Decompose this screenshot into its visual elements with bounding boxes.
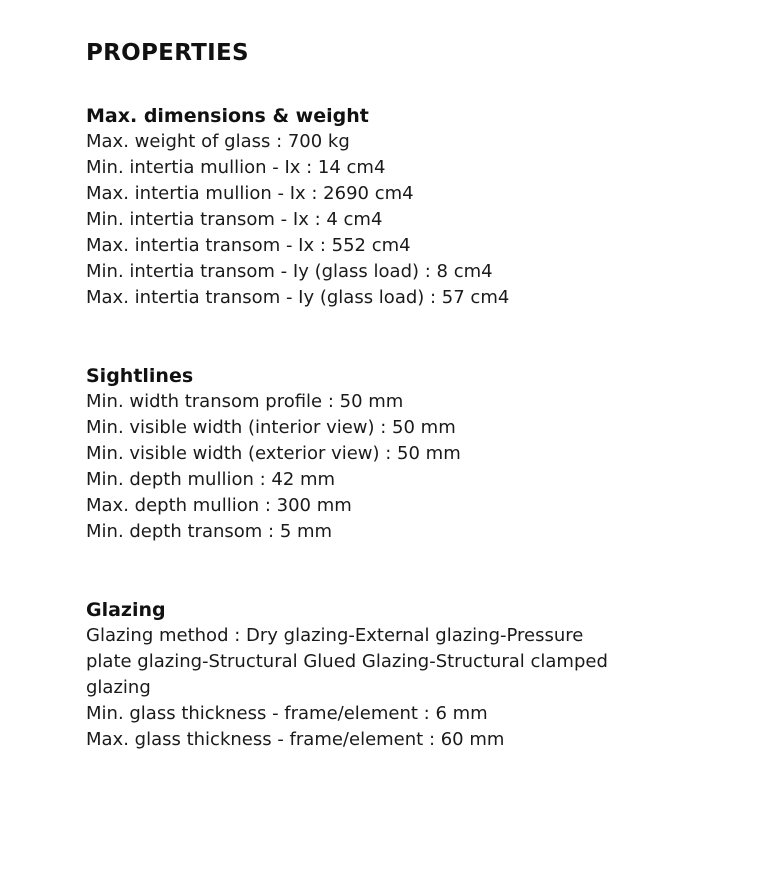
section-heading: Sightlines	[86, 365, 194, 387]
property-list	[86, 389, 646, 545]
property-list	[86, 623, 646, 753]
property-line: Min. intertia transom - Ix : 4 cm4	[86, 209, 383, 230]
property-line: Max. intertia transom - Ix : 552 cm4	[86, 235, 411, 256]
property-line: Min. intertia mullion - Ix : 14 cm4	[86, 157, 386, 178]
page-title: PROPERTIES	[86, 40, 249, 66]
property-line: Max. intertia transom - Iy (glass load) : 57 cm4	[86, 287, 510, 308]
property-line: Min. glass thickness - frame/element : 6 mm	[86, 703, 488, 724]
sightlines-section	[86, 363, 646, 545]
property-line: Min. visible width (interior view) : 50 mm	[86, 417, 456, 438]
property-line: Min. width transom profile : 50 mm	[86, 391, 404, 412]
property-line: Max. glass thickness - frame/element : 60 mm	[86, 729, 505, 750]
property-line: Min. depth transom : 5 mm	[86, 521, 333, 542]
section-heading: Max. dimensions & weight	[86, 105, 369, 127]
property-line: Max. weight of glass : 700 kg	[86, 131, 350, 152]
dimensions-weight-section	[86, 103, 646, 311]
section-heading: Glazing	[86, 599, 166, 621]
property-line: Min. intertia transom - Iy (glass load) : 8 cm4	[86, 261, 493, 282]
property-line: Min. depth mullion : 42 mm	[86, 469, 336, 490]
property-line: Glazing method : Dry glazing-External glazing-Pressure plate glazing-Structural Glued Glazing-Structural clamped glazing	[86, 625, 608, 698]
property-line: Max. intertia mullion - Ix : 2690 cm4	[86, 183, 414, 204]
property-line: Max. depth mullion : 300 mm	[86, 495, 352, 516]
property-list	[86, 129, 646, 311]
glazing-section	[86, 597, 646, 753]
property-line: Min. visible width (exterior view) : 50 mm	[86, 443, 461, 464]
